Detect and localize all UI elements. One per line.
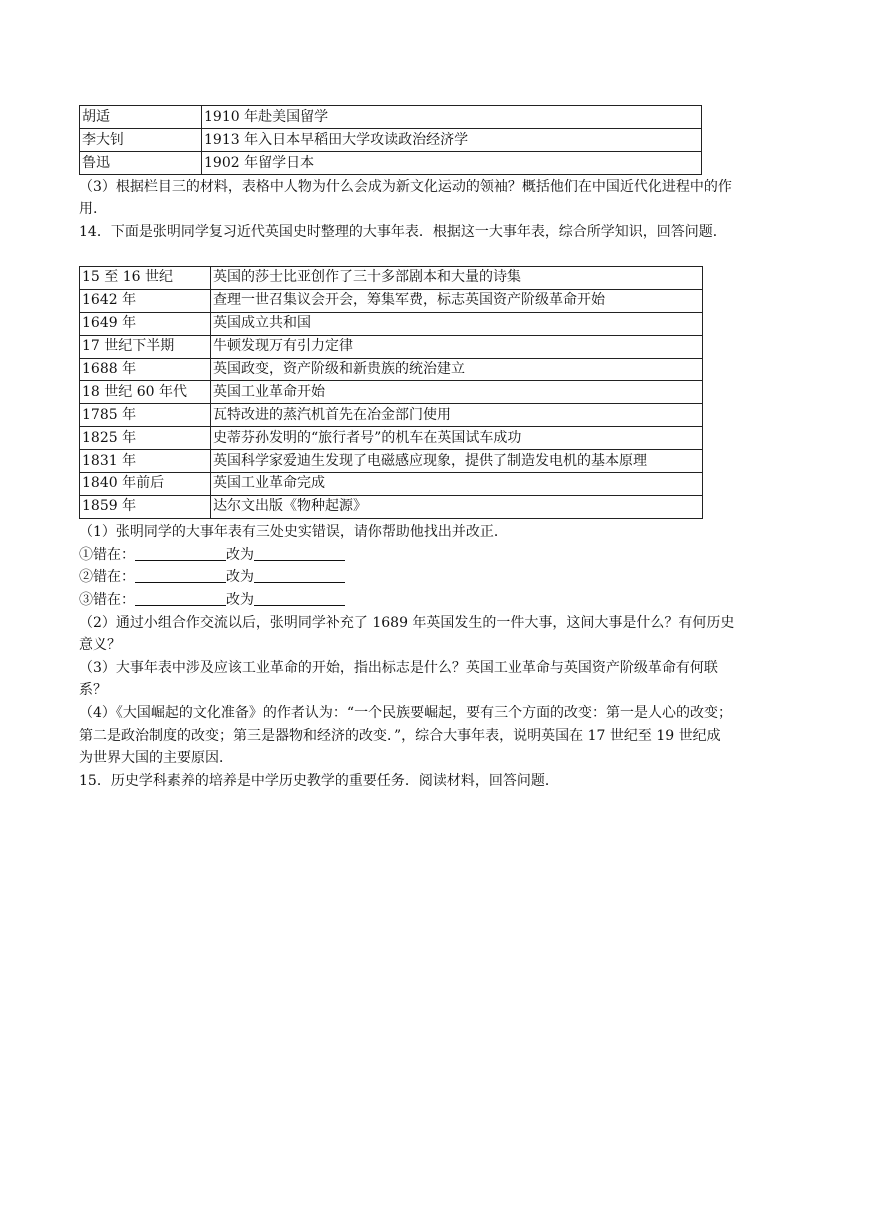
q14-sub4-line1: （4）《大国崛起的文化准备》的作者认为：“一个民族要崛起，要有三个方面的改变：第一是人心的改变； [79,705,733,721]
table-row [80,152,702,175]
table-row [80,427,703,450]
table-row [80,129,702,152]
table-row [80,495,703,518]
q14-sub3-line1: （3）大事年表中涉及应该工业革命的开始，指出标志是什么？英国工业革命与英国资产阶级革命有何联 [79,660,718,676]
timeline-date: 1831 年 [80,450,211,473]
timeline-date: 1642 年 [80,289,211,312]
table-row [80,404,703,427]
answer-blank[interactable] [135,591,226,606]
q14-intro: 14．下面是张明同学复习近代英国史时整理的大事年表．根据这一大事年表，综合所学知识，回答问题． [79,224,727,240]
q13-sub3-line1: （3）根据栏目三的材料，表格中人物为什么会成为新文化运动的领袖？概括他们在中国近代化进程中的作 [79,179,732,195]
table-row [80,358,703,381]
q14-sub3-line2: 系？ [79,682,107,698]
timeline-table [79,266,703,519]
change-label: 改为 [226,569,254,585]
timeline-event: 牛顿发现万有引力定律 [211,335,703,358]
q14-sub4-line2: 第二是政治制度的改变；第三是器物和经济的改变．”，综合大事年表，说明英国在 17 世纪至 19 世纪成 [79,728,721,744]
answer-blank[interactable] [254,546,345,561]
answer-blank[interactable] [254,591,345,606]
person-event: 1913 年入日本早稻田大学攻读政治经济学 [202,129,702,152]
change-label: 改为 [226,592,254,608]
table-row [80,335,703,358]
q14-sub4-line3: 为世界大国的主要原因． [79,750,233,766]
answer-blank[interactable] [254,568,345,583]
q15-intro: 15．历史学科素养的培养是中学历史教学的重要任务．阅读材料，回答问题． [79,773,559,789]
table-row [80,312,703,335]
table-row [80,267,703,290]
person-name: 鲁迅 [80,152,202,175]
timeline-event: 瓦特改进的蒸汽机首先在冶金部门使用 [211,404,703,427]
table-row [80,450,703,473]
q14-sub2-line2: 意义？ [79,637,121,653]
error-line-3 [79,589,345,611]
people-table [79,105,702,175]
timeline-event: 查理一世召集议会开会，筹集军费，标志英国资产阶级革命开始 [211,289,703,312]
error-label: ③错在： [79,592,135,608]
table-row [80,381,703,404]
timeline-event: 英国科学家爱迪生发现了电磁感应现象，提供了制造发电机的基本原理 [211,450,703,473]
person-event: 1910 年赴美国留学 [202,106,702,129]
timeline-date: 1649 年 [80,312,211,335]
timeline-event: 英国工业革命完成 [211,473,703,496]
timeline-date: 1688 年 [80,358,211,381]
table-row [80,106,702,129]
timeline-event: 英国成立共和国 [211,312,703,335]
timeline-event: 英国的莎士比亚创作了三十多部剧本和大量的诗集 [211,267,703,290]
person-event: 1902 年留学日本 [202,152,702,175]
table-row [80,473,703,496]
q14-sub2-line1: （2）通过小组合作交流以后，张明同学补充了 1689 年英国发生的一件大事，这间大事是什么？有何历史 [79,615,735,631]
error-line-2 [79,566,345,588]
timeline-event: 史蒂芬孙发明的“旅行者号”的机车在英国试车成功 [211,427,703,450]
timeline-event: 英国政变，资产阶级和新贵族的统治建立 [211,358,703,381]
timeline-date: 17 世纪下半期 [80,335,211,358]
q14-sub1: （1）张明同学的大事年表有三处史实错误，请你帮助他找出并改正． [79,524,508,540]
answer-blank[interactable] [135,568,226,583]
q13-sub3-line2: 用. [79,201,98,217]
timeline-date: 1785 年 [80,404,211,427]
answer-blank[interactable] [135,546,226,561]
timeline-date: 15 至 16 世纪 [80,267,211,290]
timeline-event: 达尔文出版《物种起源》 [211,495,703,518]
error-label: ①错在： [79,547,135,563]
error-line-1 [79,544,345,566]
person-name: 李大钊 [80,129,202,152]
timeline-date: 18 世纪 60 年代 [80,381,211,404]
timeline-event: 英国工业革命开始 [211,381,703,404]
timeline-date: 1840 年前后 [80,473,211,496]
timeline-date: 1825 年 [80,427,211,450]
timeline-date: 1859 年 [80,495,211,518]
table-row [80,289,703,312]
error-label: ②错在： [79,569,135,585]
change-label: 改为 [226,547,254,563]
person-name: 胡适 [80,106,202,129]
